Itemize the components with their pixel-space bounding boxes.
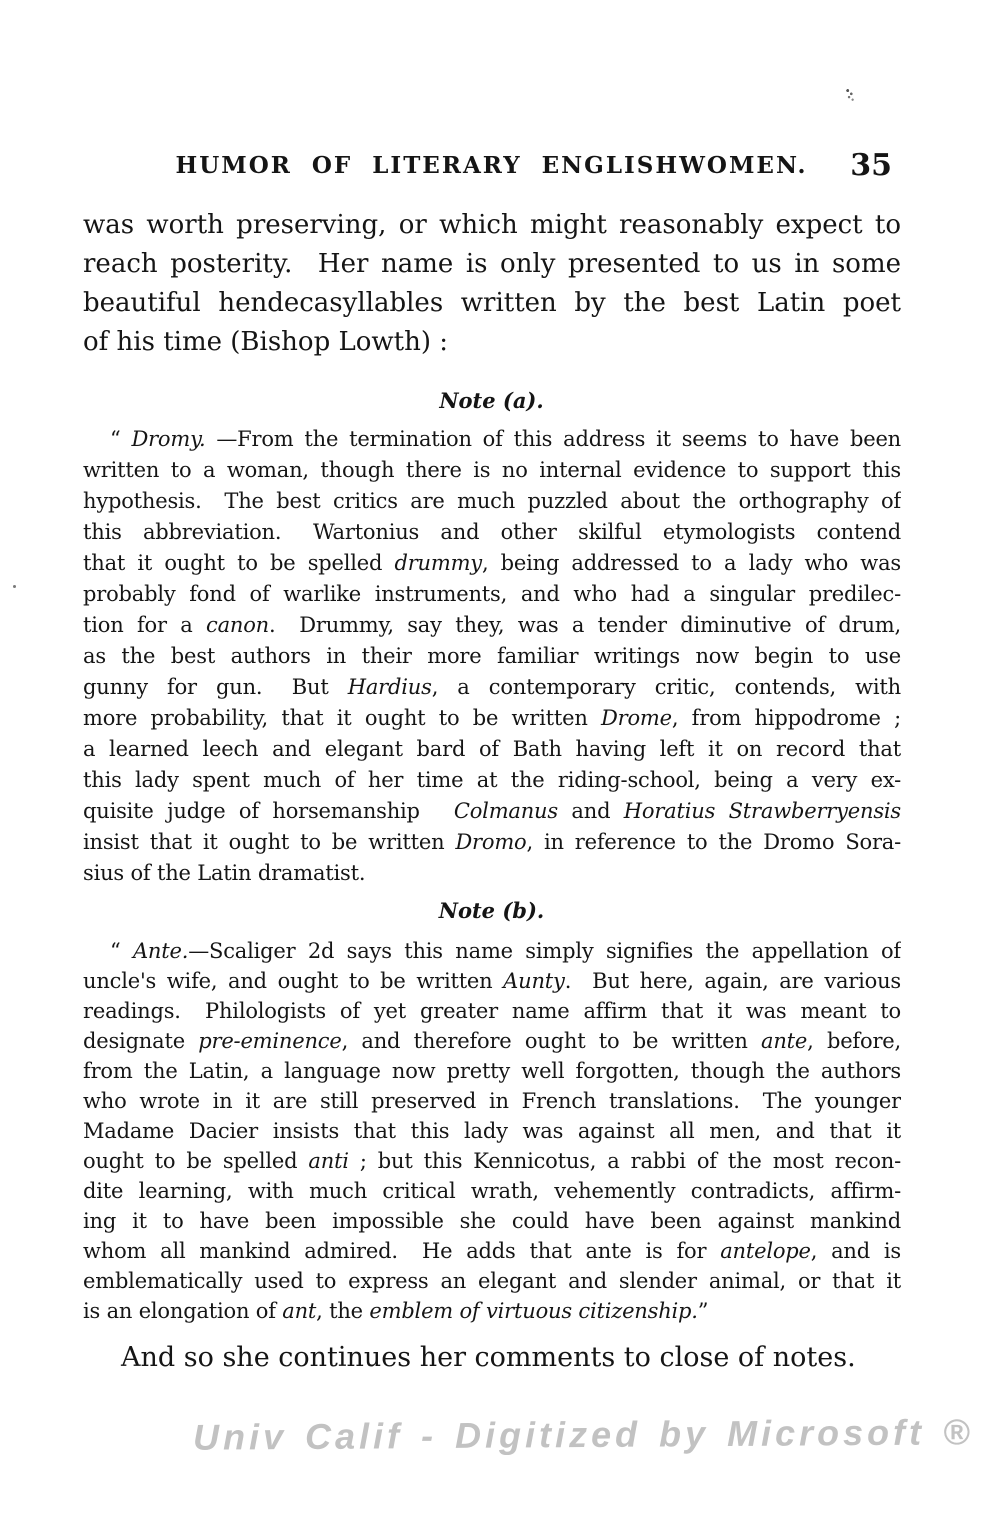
note-a-heading: Note (a). [439,388,544,413]
note-b-body [83,936,901,1326]
text-line: readings. Philologists of yet greater name affirm that it was meant to [83,999,901,1023]
text-line: was worth preserving, or which might reasonably expect to [83,210,901,240]
text-line: dite learning, with much critical wrath, vehemently contradicts, affirm- [83,1179,901,1203]
text-line: “ Ante.—Scaliger 2d says this name simply signifies the appellation of [110,939,901,963]
text-line: insist that it ought to be written Dromo, in reference to the Dromo Sora- [83,830,901,854]
page-header [83,148,900,184]
note-a-body [83,424,901,889]
text-line: this abbreviation. Wartonius and other skilful etymologists contend [83,520,901,544]
text-line: gunny for gun. But Hardius, a contemporary critic, contends, with [83,675,901,699]
text-line: hypothesis. The best critics are much puzzled about the orthography of [83,489,901,513]
text-line: ing it to have been impossible she could have been against mankind [83,1209,901,1233]
ink-speck [13,585,16,588]
text-line: this lady spent much of her time at the riding-school, being a very ex- [83,768,901,792]
text-line: written to a woman, though there is no internal evidence to support this [83,458,901,482]
text-line: is an elongation of ant, the emblem of virtuous citizenship.” [83,1299,709,1323]
note-b-heading: Note (b). [438,898,545,923]
text-line: of his time (Bishop Lowth) : [83,327,449,357]
text-line: tion for a canon. Drummy, say they, was a tender diminutive of drum, [83,613,901,637]
closing-sentence: And so she continues her comments to close of notes. [121,1342,856,1373]
text-line: a learned leech and elegant bard of Bath having left it on record that [83,737,901,761]
text-line: from the Latin, a language now pretty well forgotten, though the authors [83,1059,901,1083]
text-line: Madame Dacier insists that this lady was against all men, and that it [83,1119,901,1143]
running-title: HUMOR OF LITERARY ENGLISHWOMEN. [175,152,808,179]
text-line: ought to be spelled anti ; but this Kennicotus, a rabbi of the most recon- [83,1149,901,1173]
text-line: whom all mankind admired. He adds that ante is for antelope, and is [83,1239,901,1263]
intro-paragraph [83,206,901,362]
text-line: reach posterity. Her name is only presented to us in some [83,249,901,279]
text-line: uncle's wife, and ought to be written Aunty. But here, again, are various [83,969,901,993]
text-line: sius of the Latin dramatist. [83,861,366,885]
text-line: that it ought to be spelled drummy, being addressed to a lady who was [83,551,901,575]
text-line: emblematically used to express an elegant and slender animal, or that it [83,1269,901,1293]
text-line: quisite judge of horsemanship Colmanus and Horatius Strawberryensis [83,799,901,823]
text-line: “ Dromy. —From the termination of this address it seems to have been [110,427,901,451]
text-line: designate pre-eminence, and therefore ought to be written ante, before, [83,1029,901,1053]
text-line: more probability, that it ought to be written Drome, from hippodrome ; [83,706,901,730]
text-line: as the best authors in their more familiar writings now begin to use [83,644,901,668]
page-number: 35 [850,148,892,183]
text-line: probably fond of warlike instruments, and who had a singular predilec- [83,582,901,606]
text-line: who wrote in it are still preserved in French translations. The younger [83,1089,901,1113]
ink-speck [845,88,854,101]
text-line: beautiful hendecasyllables written by the best Latin poet [83,288,901,318]
digitization-watermark: Univ Calif - Digitized by Microsoft ® [192,1411,974,1458]
